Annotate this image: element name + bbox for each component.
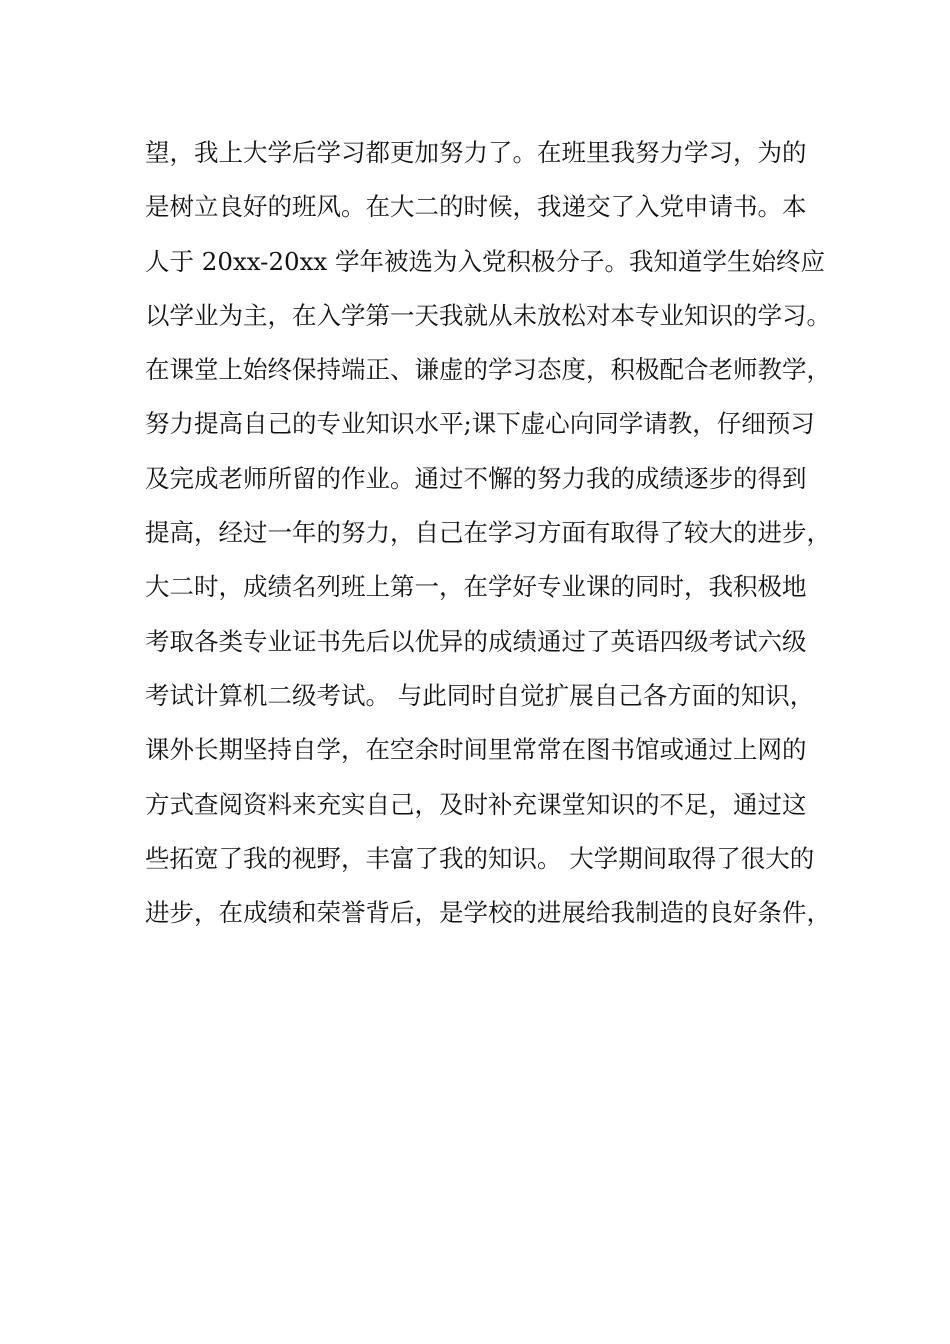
text-line-5: 在课堂上始终保持端正、谦虚的学习态度，积极配合老师教学， xyxy=(145,355,831,385)
text-line-14: 些拓宽了我的视野，丰富了我的知识。 大学期间取得了很大的 xyxy=(145,843,815,873)
text-line-9: 大二时，成绩名列班上第一，在学好专业课的同时，我积极地 xyxy=(145,572,807,602)
text-line-10: 考取各类专业证书先后以优异的成绩通过了英语四级考试六级 xyxy=(145,626,807,656)
text-line-12: 课外长期坚持自学，在空余时间里常常在图书馆或通过上网的 xyxy=(145,735,807,765)
text-line-13: 方式查阅资料来充实自己，及时补充课堂知识的不足，通过这 xyxy=(145,789,807,819)
text-line-2: 是树立良好的班风。在大二的时候，我递交了入党申请书。本 xyxy=(145,192,807,222)
text-line-15: 进步，在成绩和荣誉背后，是学校的进展给我制造的良好条件， xyxy=(145,898,831,928)
text-line-11: 考试计算机二级考试。 与此同时自觉扩展自己各方面的知识， xyxy=(145,680,815,710)
text-line-3: 人于 20xx-20xx 学年被选为入党积极分子。我知道学生始终应 xyxy=(145,246,826,276)
text-line-1: 望，我上大学后学习都更加努力了。在班里我努力学习，为的 xyxy=(145,138,807,167)
body-paragraph xyxy=(145,131,831,945)
text-line-4: 以学业为主，在入学第一天我就从未放松对本专业知识的学习。 xyxy=(145,300,831,330)
text-line-6: 努力提高自己的专业知识水平;课下虚心向同学请教，仔细预习 xyxy=(145,409,815,439)
text-line-8: 提高，经过一年的努力，自己在学习方面有取得了较大的进步， xyxy=(145,518,831,548)
text-line-7: 及完成老师所留的作业。通过不懈的努力我的成绩逐步的得到 xyxy=(145,463,807,493)
